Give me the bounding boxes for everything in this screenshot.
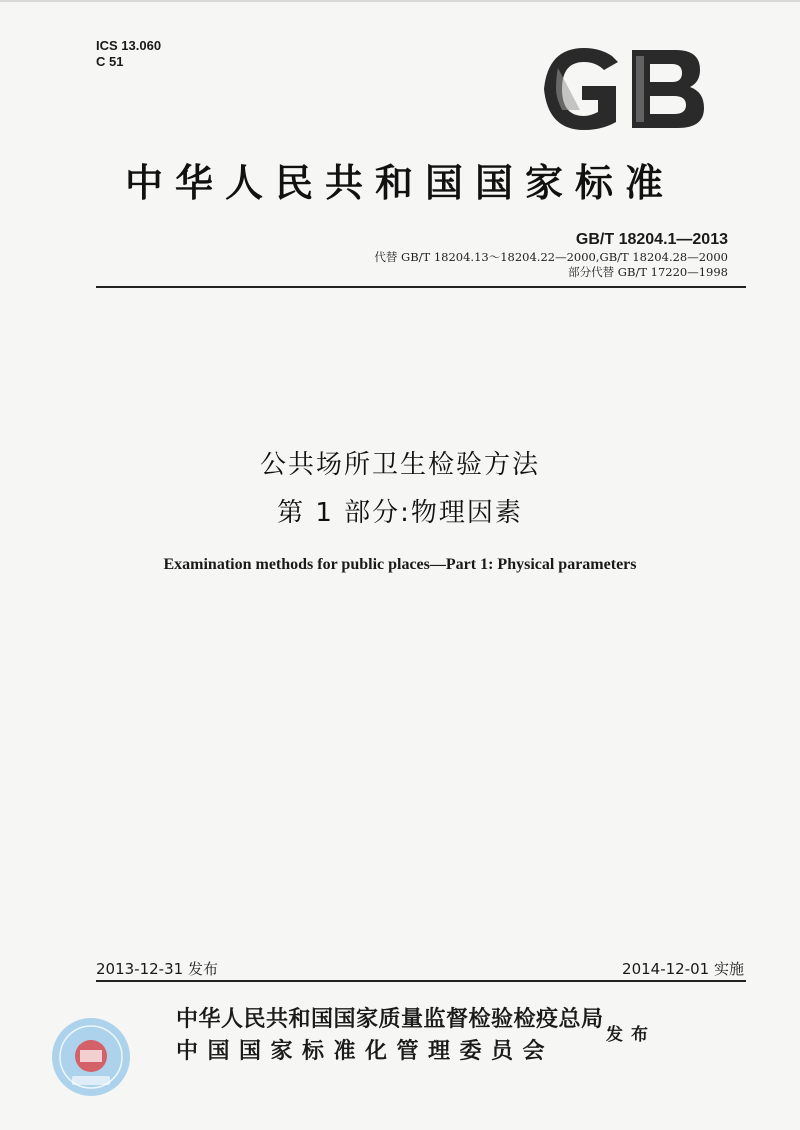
issuer-sac: 中国国家标准化管理委员会 xyxy=(176,1038,555,1064)
partially-replaces-note: 部分代替 GB/T 17220—1998 xyxy=(568,265,728,279)
replaces-note: 代替 GB/T 18204.13～18204.22—2000,GB/T 18204.28—2000 xyxy=(374,250,728,264)
english-title: Examination methods for public places—Part 1: Physical parameters xyxy=(163,556,637,573)
header-divider xyxy=(96,286,746,288)
footer-divider xyxy=(96,980,746,982)
publish-label: 发布 xyxy=(606,1025,656,1045)
top-edge-line xyxy=(0,0,800,2)
ics-code: ICS 13.060 xyxy=(96,38,162,53)
gb-logo xyxy=(540,48,708,130)
chinese-title-line-2: 第 1 部分:物理因素 xyxy=(277,498,523,528)
gb-logo-b-highlight xyxy=(636,56,644,122)
chinese-title-line-1: 公共场所卫生检验方法 xyxy=(259,450,540,480)
issue-date: 2013-12-31 发布 xyxy=(96,960,218,978)
issuer-aqsiq: 中华人民共和国国家质量监督检验检疫总局 xyxy=(176,1006,604,1032)
ccs-code: C 51 xyxy=(96,54,124,69)
implementation-date: 2014-12-01 实施 xyxy=(622,960,744,978)
standard-number: GB/T 18204.1—2013 xyxy=(575,231,728,248)
gb-logo-g-shape xyxy=(544,48,618,130)
anti-counterfeit-seal-icon xyxy=(50,1016,132,1098)
classification-block xyxy=(96,38,161,70)
gb-logo-g-highlight xyxy=(556,68,580,110)
national-standard-title: 中华人民共和国国家标准 xyxy=(124,160,675,205)
standard-number-block xyxy=(374,230,728,280)
